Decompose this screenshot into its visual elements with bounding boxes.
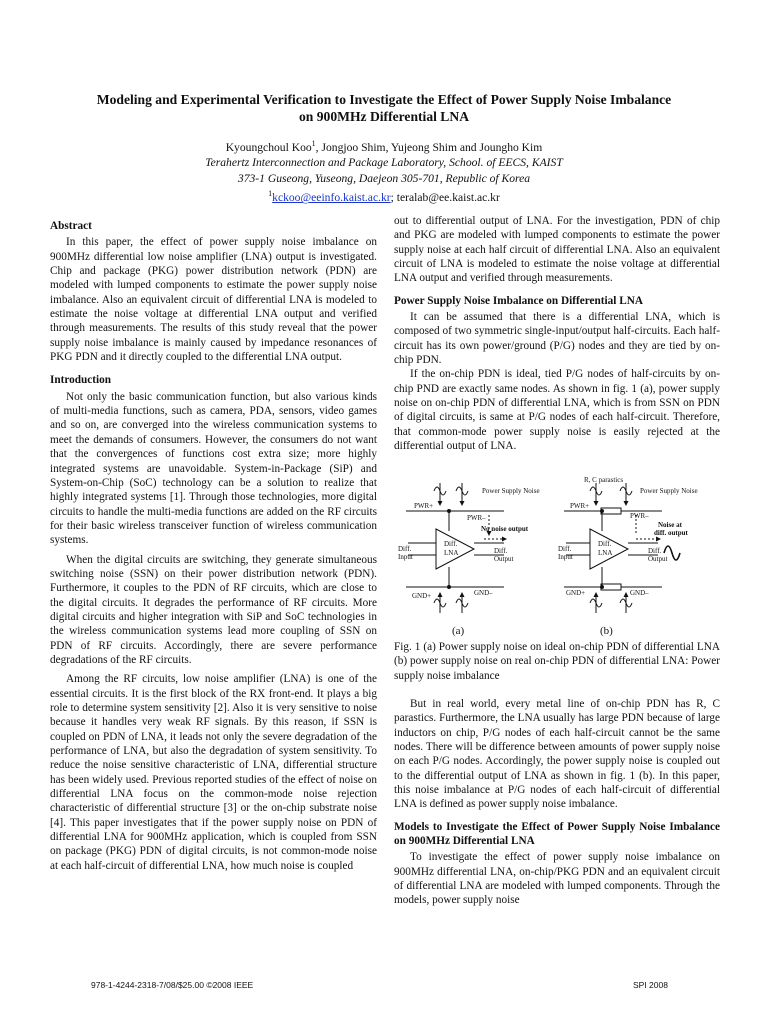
noise-at-label-2: diff. output (654, 529, 688, 537)
title-line-1: Modeling and Experimental Verification to Investigate the Effect of Power Supply Noise Imbalance (96, 92, 672, 107)
lna-a-1: Diff. (444, 540, 458, 548)
intro-paragraph-3: Among the RF circuits, low noise amplifier (LNA) is one of the essential circuits. It is the first block of the RX front-end. It plays a big role to determine system sensitivity [2]. Also it is very sensitive to noise because it handles very weak RF signals. By this reason, if SSN is coupled on PDN of LNA, it leads not only the severe degradation of the performance of LNA, but also the degradation of system sensitivity. To reduce the noise sensitive characteristic of LNA, differential structure has been widely used. Previous reported studies of the effect of noise on differential LNA focus on the common-mode noise rejection characteristic of differential structure [3] or the on-chip substrate noise [4]. This paper investigates that if the power supply noise on PDN of differential LNA for 900MHz application, which is coupled from SSN on package (PKG) PDN of digital circuits, is not common-mode noise at each half-circuit of differential LNA, how much noise is coupled (50, 673, 377, 872)
no-noise-label: No noise output (481, 525, 529, 533)
diff-output-a-1: Diff. (494, 547, 508, 555)
pwr-plus-b: PWR+ (570, 502, 590, 510)
diff-output-b-2: Output (648, 555, 668, 563)
author-block (100, 136, 668, 206)
psn-label-a: Power Supply Noise (482, 487, 540, 495)
diff-input-b-1: Diff. (558, 545, 572, 553)
pwr-minus-a: PWR– (467, 514, 486, 522)
email-link[interactable]: kckoo@eeinfo.kaist.ac.kr (272, 191, 391, 205)
noise-wave-bottom-a (434, 593, 468, 613)
noise-wave-bottom-b (590, 593, 632, 613)
section2-paragraph-2: If the on-chip PDN is ideal, tied P/G nodes of half-circuits by on-chip PND are exactly same nodes. As shown in fig. 1 (a), power supply noise on on-chip PDN of differential LNA, which is from SSN on PDN of digital circuits, is same at P/G nodes of each half-circuit. Therefore, that common-mode power supply noise is easily rejected at the differential output of LNA. (394, 368, 720, 453)
intro-heading: Introduction (50, 374, 112, 387)
diff-input-b-2: Input (558, 553, 573, 561)
diff-output-a-2: Output (494, 555, 514, 563)
author-names: Kyoungchoul Koo$^1$, Jongjoo Shim, Yujeong Shim and Joungho Kim (225, 139, 543, 154)
left-column (50, 219, 377, 873)
gnd-plus-b: GND+ (566, 589, 586, 597)
psn-label-b: Power Supply Noise (640, 487, 698, 495)
label-b: (b) (600, 625, 613, 637)
gnd-plus-a: GND+ (412, 592, 432, 600)
figure-1-diagram (394, 473, 720, 641)
title-line-2: on 900MHz Differential LNA (298, 109, 470, 124)
lna-b-1: Diff. (598, 540, 612, 548)
section2-paragraph-1: It can be assumed that there is a differential LNA, which is composed of two symmetric single-input/output half-circuits. Each half-circuit has its own power/ground (P/G) nodes and they are tied by on-chip PDN. (394, 311, 720, 367)
figure-1 (394, 473, 720, 641)
diagram-a (398, 483, 540, 637)
noise-wave-top-a (434, 483, 468, 505)
abstract-paragraph: In this paper, the effect of power supply noise imbalance on 900MHz differential low noise amplifier (LNA) output is investigated. Chip and package (PKG) power distribution network (PDN) are modeled with lumped components to estimate the power supply noise imbalance. Also an equivalent circuit of differential LNA is modeled to estimate the noise voltage at differential LNA output and verified through measurements. The results of this study reveal that the power supply noise imbalance is mainly caused by impedance resonances of PKG PDN and it directly coupled to the differential LNA output. (50, 236, 377, 364)
right-column-top (394, 214, 720, 454)
right-column-bottom (394, 697, 720, 908)
noise-wave-top-b (590, 483, 632, 505)
diagram-b (558, 476, 698, 637)
section3-heading: Models to Investigate the Effect of Power Supply Noise Imbalance on 900MHz Differential LNA (394, 820, 720, 848)
diff-input-a-1: Diff. (398, 545, 412, 553)
footer-conference: SPI 2008 (633, 980, 668, 990)
footer-copyright: 978-1-4244-2318-7/08/$25.00 ©2008 IEEE (91, 980, 254, 990)
affiliation-line-1: Terahertz Interconnection and Package Laboratory, School. of EECS, KAIST (205, 156, 563, 170)
noise-at-label-1: Noise at (658, 521, 682, 529)
pwr-minus-b: PWR– (630, 512, 649, 520)
continued-paragraph: out to differential output of LNA. For the investigation, PDN of chip and PKG are modeled with lumped components to estimate the power supply noise at each half circuit of differential LNA. Also an equivalent circuit of LNA is modeled to estimate the noise voltage at differential LNA output and verified through measurements. (394, 215, 720, 285)
pwr-plus-a: PWR+ (414, 502, 434, 510)
rc-parasitics-label: R, C parastics (584, 476, 624, 484)
diff-output-b-1: Diff. (648, 547, 662, 555)
gnd-minus-b: GND– (630, 589, 649, 597)
section2-paragraph-3: But in real world, every metal line of on-chip PDN has R, C parastics. Furthermore, the LNA usually has large PDN because of large inductors on chip, P/G nodes of each half-circuit cannot be the same nodes. There will be difference between amounts of power supply noise on each P/G nodes. Accordingly, the power supply noise is coupled out to the differential output of LNA as shown in fig. 1 (b). In this paper, this noise imbalance at P/G nodes of each half-circuit of differential LNA is defined as power supply noise imbalance. (394, 698, 720, 811)
abstract-heading: Abstract (50, 220, 92, 232)
section2-heading: Power Supply Noise Imbalance on Differential LNA (394, 294, 643, 307)
intro-paragraph-2: When the digital circuits are switching, they generate simultaneous switching noise (SSN) on their power distribution network (PDN). Furthermore, it couples to the PDN of RF circuits, which are close to the digital circuits. It degrades the performance of RF circuits. More digital circuits and higher integration with SiP and SoC technologies in the wireless communication systems lead more coupling of SSN on PDN of RF circuits. Accordingly, there are severe performance degradations of the RF circuits. (50, 553, 377, 666)
diff-input-a-2: Input (398, 553, 413, 561)
gnd-minus-a: GND– (474, 589, 493, 597)
section3-paragraph-1: To investigate the effect of power supply noise imbalance on 900MHz differential LNA, on-chip/PKG PDN and an equivalent circuit of differential LNA are modeled with lumped components. Through the models, power supply noise (394, 851, 720, 907)
email-line: $^1$kckoo@eeinfo.kaist.ac.kr; teralab@ee.kaist.ac.kr (268, 189, 500, 205)
figure-caption: Fig. 1 (a) Power supply noise on ideal on-chip PDN of differential LNA (b) power supply noise on real on-chip PDN of differential LNA: Power supply noise imbalance (394, 641, 720, 682)
paper-title (40, 91, 728, 125)
lna-a-2: LNA (444, 549, 459, 557)
affiliation-line-2: 373-1 Guseong, Yuseong, Daejeon 305-701, Republic of Korea (237, 171, 531, 185)
lna-b-2: LNA (598, 549, 613, 557)
intro-paragraph-1: Not only the basic communication function, but also various kinds of multi-media functions, such as camera, PDA, sensors, video games and so on, are converged into the wireless communication systems to meet the demands of consumers. However, the consumers do not want that the convergences of functions cost extra size; more highly integrated systems are unavoidable. System-in-Package (SiP) and System-on-Chip (SoC) technology can be a solution to realize that highly integrated systems [1]. Through those technologies, more digital circuits to handle the multi-media functions are added on the RF circuits for their basic wireless transceiver function of wireless communication systems. (50, 390, 377, 547)
label-a: (a) (452, 625, 465, 637)
